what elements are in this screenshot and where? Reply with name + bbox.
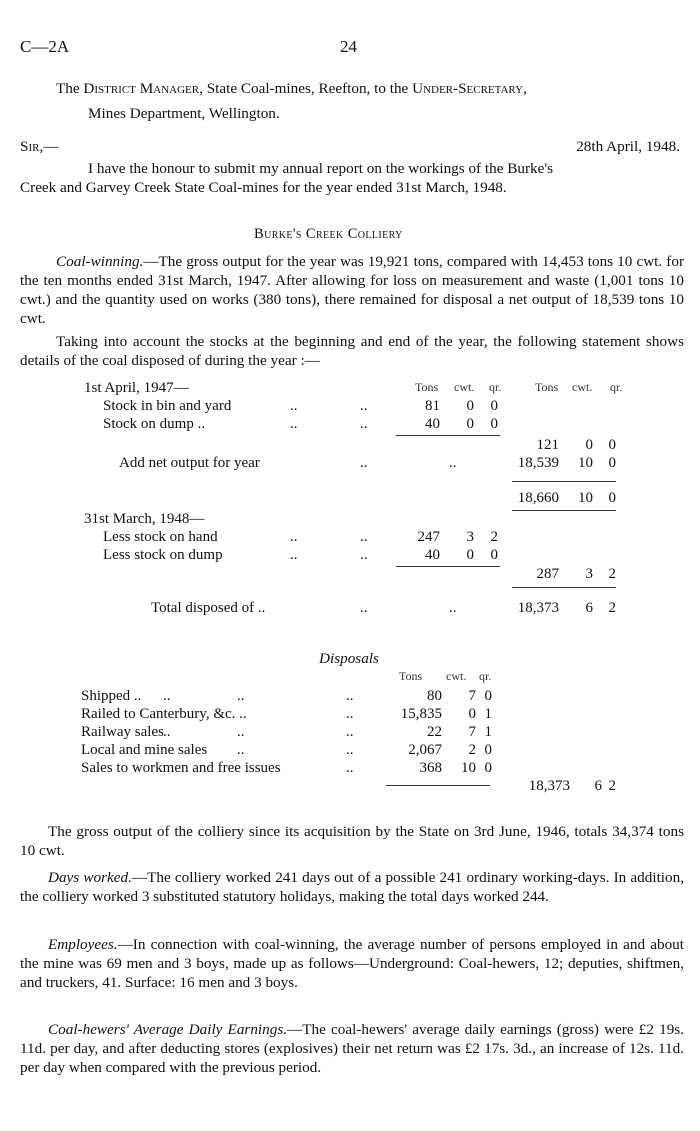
disposal-qr: 0 [484,760,492,776]
dots: .. [290,529,298,545]
dots: .. [360,416,368,432]
stock-dump-label: Stock on dump .. [103,416,206,432]
less-hand-tons: 247 [417,529,440,545]
salutation: Sir,— [20,138,59,155]
dots: .. [346,760,354,776]
coal-winning-title: Coal-winning. [56,253,144,270]
stocks-intro: Taking into account the stocks at the beginning and end of the year, the following statement shows details of the coal disposed of during the year :— [20,333,684,369]
stock-bin-tons: 81 [425,398,440,414]
date-1st-april: 1st April, 1947— [84,380,189,396]
rule [512,510,616,511]
stock-dump-cwt: 0 [466,416,474,432]
address-line-2: Mines Department, Wellington. [88,105,280,122]
page-number: 24 [340,37,357,56]
days-worked-paragraph: Days worked.—The colliery worked 241 days out of a possible 241 ordinary working-days. In addition, the colliery worked 3 substituted statutory holidays, making the total days worked 244. [20,869,684,905]
employees-paragraph: Employees.—In connection with coal-winning, the average number of persons employed in and about the mine was 69 men and 3 boys, made up as follows—Underground: Coal-hewers, 12; deputies, shiftmen, and truckers, 41. Surface: 16 men and 3 boys. [20,936,684,991]
total1-cwt: 10 [578,490,593,506]
stock-bin-cwt: 0 [466,398,474,414]
disposal-tons: 80 [427,688,442,704]
subtotal2-qr: 2 [608,566,616,582]
net-output-label: Add net output for year [119,455,260,471]
page-code: C—2A [20,37,70,56]
stock-bin-label: Stock in bin and yard [103,398,232,414]
less-dump-qr: 0 [490,547,498,563]
intro-line-2: Creek and Garvey Creek State Coal-mines for the year ended 31st March, 1948. [20,179,507,196]
subtotal1-qr: 0 [608,437,616,453]
dots: .. [360,455,368,471]
dots: .. [290,398,298,414]
dots: .. [346,688,354,704]
disposal-cwt: 7 [468,724,476,740]
disposal-cwt: 10 [461,760,476,776]
dots: .. [290,416,298,432]
disposal-qr: 1 [484,724,492,740]
employees-title: Employees. [48,936,118,953]
stock-bin-qr: 0 [490,398,498,414]
less-dump-cwt: 0 [466,547,474,563]
col-header-tons-2: Tons [535,380,559,394]
disposal-tons: 2,067 [408,742,442,758]
col-header-cwt-1: cwt. [454,380,475,394]
disposal-cwt: 2 [468,742,476,758]
date-31st-march: 31st March, 1948— [84,511,205,527]
dots: .. [346,724,354,740]
disposals-total-cwt: 6 [594,778,602,794]
intro-line-1: I have the honour to submit my annual report on the workings of the Burke's [88,160,554,177]
disposal-label: Railway sales [81,724,164,740]
rule [396,566,500,567]
disposal-cwt: 7 [468,688,476,704]
days-worked-title: Days worked. [48,869,132,886]
net-output-cwt: 10 [578,455,593,471]
letter-date: 28th April, 1948. [576,138,680,155]
dots: .. [237,742,245,758]
earnings-title: Coal-hewers' Average Daily Earnings. [48,1021,288,1038]
col-header-cwt-2: cwt. [572,380,593,394]
disposal-tons: 22 [427,724,442,740]
less-hand-label: Less stock on hand [103,529,218,545]
disposal-tons: 368 [419,760,442,776]
disposal-label: Sales to workmen and free issues [81,760,281,776]
col-header-qr-2: qr. [610,380,623,394]
total-disposed-label: Total disposed of .. [151,600,266,616]
dots: .. [290,547,298,563]
col-header-qr-1: qr. [489,380,502,394]
dots: .. [449,455,457,471]
dots: .. [360,398,368,414]
dots: .. [360,547,368,563]
total1-qr: 0 [608,490,616,506]
subtotal1-cwt: 0 [585,437,593,453]
rule [512,481,616,482]
total-disposed-cwt: 6 [585,600,593,616]
subtotal2-cwt: 3 [585,566,593,582]
disposals-total-qr: 2 [608,778,616,794]
disposal-qr: 1 [484,706,492,722]
rule [512,587,616,588]
stock-dump-qr: 0 [490,416,498,432]
stock-dump-tons: 40 [425,416,440,432]
less-dump-tons: 40 [425,547,440,563]
disposal-cwt: 0 [468,706,476,722]
total-disposed-tons: 18,373 [517,600,559,616]
subtotal1-tons: 121 [536,437,559,453]
disposal-qr: 0 [484,742,492,758]
disposal-qr: 0 [484,688,492,704]
disposal-tons: 15,835 [400,706,442,722]
section-heading: Burke's Creek Colliery [254,226,403,242]
col-header-tons-1: Tons [415,380,439,394]
dots: .. [346,706,354,722]
disp-header-qr: qr. [479,669,492,683]
disposal-label: Railed to Canterbury, &c. .. [81,706,247,722]
dots: .. [237,724,245,740]
total1-tons: 18,660 [517,490,559,506]
dots: .. [360,600,368,616]
gross-output-paragraph: The gross output of the colliery since its acquisition by the State on 3rd June, 1946, totals 34,374 tons 10 cwt. [20,823,684,859]
disposal-label: Shipped .. [81,688,142,704]
total-disposed-qr: 2 [608,600,616,616]
address-line-1: The District Manager, State Coal-mines, Reefton, to the Under-Secretary, [56,80,527,97]
subtotal2-tons: 287 [536,566,559,582]
net-output-qr: 0 [608,455,616,471]
disposals-total-tons: 18,373 [528,778,570,794]
disp-header-tons: Tons [399,669,423,683]
disp-header-cwt: cwt. [446,669,467,683]
dots: .. [163,724,171,740]
disposal-label: Local and mine sales [81,742,208,758]
less-hand-cwt: 3 [466,529,474,545]
dots: .. [163,688,171,704]
disposals-title: Disposals [319,650,379,667]
dots: .. [360,529,368,545]
rule [386,785,490,786]
coal-winning-paragraph: Coal-winning.—The gross output for the year was 19,921 tons, compared with 14,453 tons 10 cwt. for the ten months ended 31st March, 1947. After allowing for loss on measurement and waste (1,001 tons 10 cwt.) and the quantity used on works (380 tons), there remained for disposal a net output of 18,539 tons 10 cwt. [20,253,684,327]
dots: .. [237,688,245,704]
rule [396,435,500,436]
net-output-tons: 18,539 [517,455,559,471]
less-hand-qr: 2 [490,529,498,545]
less-dump-label: Less stock on dump [103,547,223,563]
dots: .. [449,600,457,616]
earnings-paragraph: Coal-hewers' Average Daily Earnings.—The coal-hewers' average daily earnings (gross) were £2 19s. 11d. per day, and after deducting stores (explosives) their net return was £2 17s. 3d., an increase of 12s. 11d. per day when compared with the previous period. [20,1021,684,1076]
dots: .. [346,742,354,758]
